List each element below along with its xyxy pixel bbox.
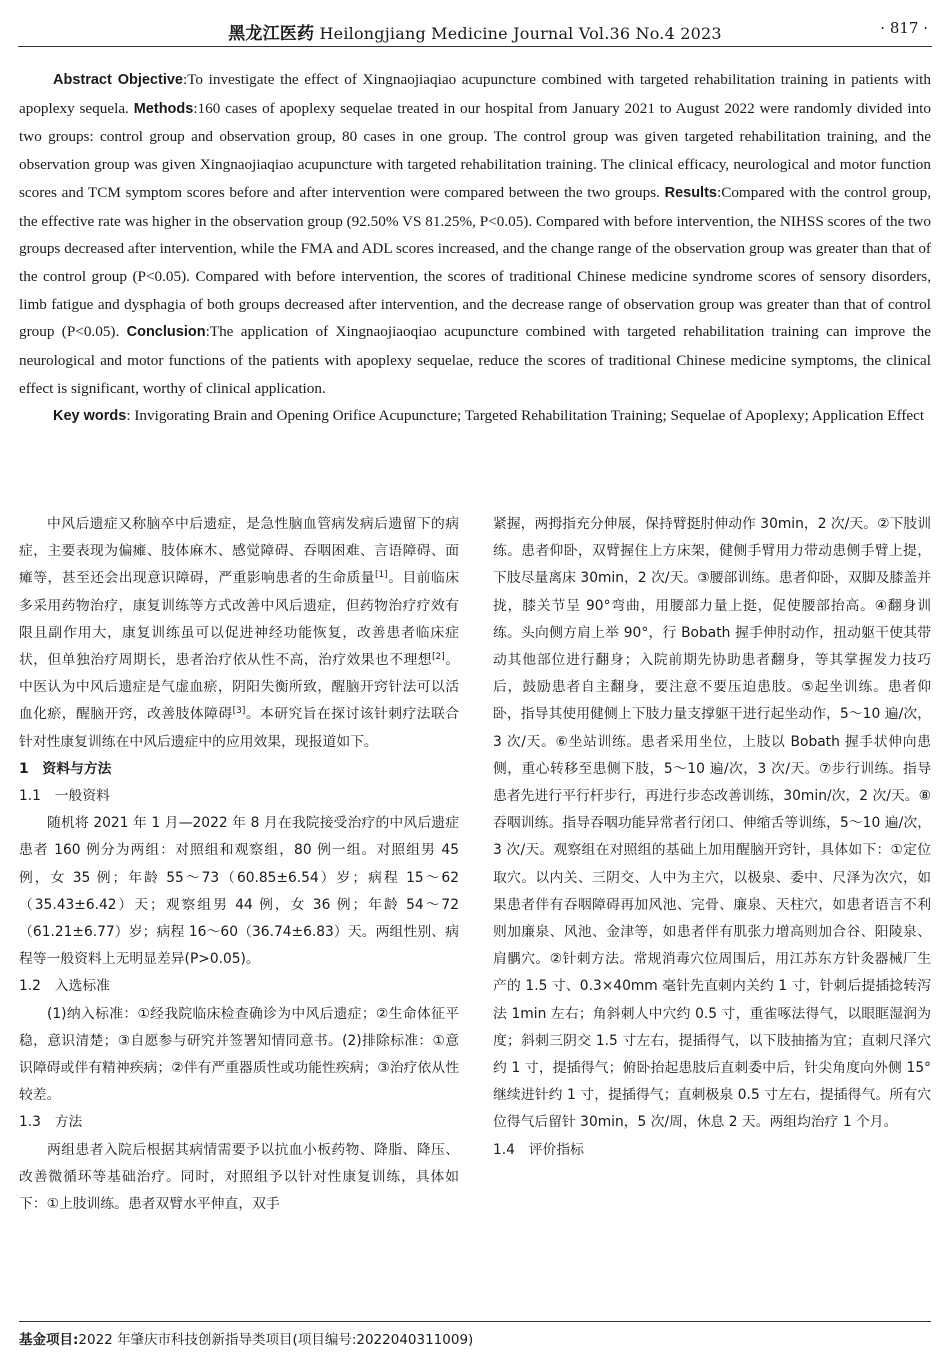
methods-text: :160 cases of apoplexy sequelae treated in our hospital from January 2021 to August 2022 were randomly divided into two groups: control group and observation group, 80 cases in one group. The control group was given targeted rehabilitation training, and the observation group was given Xingnaojiaqiao acupuncture with targeted rehabilitation training. The clinical efficacy, neurological and motor function scores and TCM symptom scores before and after intervention were compared between the two groups. — [19, 99, 931, 201]
funding-footnote — [19, 1321, 931, 1348]
body-column-right — [493, 511, 931, 1164]
general-data-paragraph: 随机将 2021 年 1 月—2022 年 8 月在我院接受治疗的中风后遗症患者 160 例分为两组：对照组和观察组，80 例一组。对照组男 45 例，女 35 例；年龄 55～73（60.85±6.54）岁；病程 15～62（35.43±6.42）天；观察组男 44 例，女 36 例；年龄 54～72（61.21±6.77）岁；病程 16～60（36.74±6.83）天。两组性别、病程等一般资料上无明显差异(P>0.05)。 — [19, 815, 459, 968]
method-paragraph: 两组患者入院后根据其病情需要予以抗血小板药物、降脂、降压、改善微循环等基础治疗。同时，对照组予以针对性康复训练，具体如下：①上肢训练。患者双臂水平伸直，双手 — [19, 1141, 459, 1213]
keywords-label: Key words — [53, 408, 127, 425]
conclusion-label: Conclusion — [126, 324, 206, 341]
funding-text: 2022 年肇庆市科技创新指导类项目(项目编号:2022040311009) — [78, 1332, 474, 1348]
page-header — [0, 0, 950, 44]
citation-ref-1[interactable]: [1] — [375, 570, 388, 581]
section-heading-1-4: 1.4 评价指标 — [493, 1141, 584, 1158]
keywords-paragraph — [19, 402, 931, 431]
intro-text-c: 。中医认为中风后遗症是气虚血瘀，阴阳失衡所致，醒脑开窍针法可以活血化瘀，醒脑开窍，改善肢体障碍 — [19, 652, 460, 723]
citation-ref-3[interactable]: [3] — [232, 706, 246, 717]
header-rule — [18, 46, 932, 47]
intro-text-d: 。本研究旨在探讨该针刺疗法联合针对性康复训练在中风后遗症中的应用效果，现报道如下。 — [19, 706, 459, 750]
abstract-section — [19, 66, 931, 431]
funding-label: 基金项目: — [19, 1332, 79, 1348]
abstract-paragraph — [19, 66, 931, 402]
intro-paragraph — [19, 511, 459, 756]
objective-label: Abstract Objective — [53, 72, 183, 88]
section-heading-1-1: 1.1 一般资料 — [19, 788, 110, 805]
section-heading-1: 1 资料与方法 — [19, 760, 112, 777]
journal-title — [0, 19, 950, 44]
keywords-text: : Invigorating Brain and Opening Orifice Acupuncture; Targeted Rehabilitation Training; Sequelae of Apoplexy; Application Effect — [126, 407, 925, 425]
criteria-paragraph: (1)纳入标准：①经我院临床检查确诊为中风后遗症；②生命体征平稳，意识清楚；③自愿参与研究并签署知情同意书。(2)排除标准：①意识障碍或伴有精神疾病；②伴有严重器质性或功能性疾病；③治疗依从性较差。 — [19, 1005, 459, 1104]
methods-label: Methods — [133, 100, 194, 117]
intro-text-b: 。目前临床多采用药物治疗，康复训练等方式改善中风后遗症，但药物治疗疗效有限且副作用大，康复训练虽可以促进神经功能恢复，改善患者临床症状，但单独治疗周期长，患者治疗依从性不高，治疗效果也不理想 — [19, 570, 460, 669]
citation-ref-2[interactable]: [2] — [432, 652, 445, 663]
intro-text-a: 中风后遗症又称脑卒中后遗症，是急性脑血管病发病后遗留下的病症，主要表现为偏瘫、肢体麻木、感觉障碍、吞咽困难、言语障碍、面瘫等，甚至还会出现意识障碍，严重影响患者的生命质量 — [19, 516, 459, 587]
section-heading-1-2: 1.2 入选标准 — [19, 978, 110, 995]
results-label: Results — [664, 184, 717, 201]
body-column-left — [19, 511, 459, 1218]
method-continued-paragraph: 紧握，两拇指充分伸展，保持臂挺肘伸动作 30min，2 次/天。②下肢训练。患者仰卧，双臂握住上方床架，健侧手臂用力带动患侧手臂上提，下肢尽量离床 30min，2 次/天。③腰部训练。患者仰卧，双脚及膝盖并拢，膝关节呈 90°弯曲，用腰部力量上挺，促使腰部抬高。④翻身训练。头向侧方肩上举 90°，行 Bobath 握手伸肘动作，扭动躯干使其带动其他部位进行翻身；入院前期先协助患者翻身，等其掌握发力技巧后，鼓励患者自主翻身，要注意不要压迫患肢。⑤起坐训练。患者仰卧，指导其使用健侧上下肢力量支撑躯干进行起坐动作，5～10 遍/次，3 次/天。⑥坐站训练。患者采用坐位，上肢以 Bobath 握手状伸向患侧，重心转移至患侧下肢，5～10 遍/次，3 次/天。⑦步行训练。指导患者先进行平行杆步行，再进行步态改善训练，30min/次，2 次/天。⑧吞咽训练。指导吞咽功能异常者行闭口、伸缩舌等训练，5～10 遍/次，3 次/天。观察组在对照组的基础上加用醒脑开窍针，具体如下：①定位取穴。以内关、三阴交、人中为主穴，以极泉、委中、尺泽为次穴，如果患者伴有吞咽障碍再加风池、完骨、廉泉、天柱穴，如患者语言不利则加廉泉、风池、金津等，如患者伴有肌张力增高则加合谷、阳陵泉、肩髃穴。②针刺方法。常规消毒穴位周围后，用江苏东方针灸器械厂生产的 1.5 寸、0.3×40mm 毫针先直刺内关约 1 寸，针刺后提插捻转泻法 1min 左右；角斜刺人中穴约 0.5 寸，重雀啄法得气，以眼眶湿润为度；斜刺三阴交 1.5 寸左右，提插得气，以下肢抽搐为宜；直刺尺泽穴约 1 寸，提插得气；俯卧抬起患肢后直刺委中后，针尖角度向外侧 15°继续进针约 1 寸，提插得气；直刺极泉 0.5 寸左右，提插得气。所有穴位得气后留针 30min，5 次/周，休息 2 天。两组均治疗 1 个月。 — [493, 516, 931, 1131]
results-text: :Compared with the control group, the effective rate was higher in the observation group (92.50% VS 81.25%, P<0.05). Compared with before intervention, the NIHSS scores of the two groups decreased after intervention, while the FMA and ADL scores increased, and the change range of the observation group was greater than that of the control group (P<0.05). Compared with before intervention, the scores of traditional Chinese medicine syndrome scores of sensory disorders, limb fatigue and dysphagia of both groups decreased after intervention, and the decrease range of observation group was greater than that of control group (P<0.05). — [19, 183, 931, 341]
page-number: · 817 · — [880, 19, 928, 37]
journal-name-en: Heilongjiang Medicine Journal Vol.36 No.4 2023 — [319, 24, 722, 43]
conclusion-text: :The application of Xingnaojiaoqiao acupuncture combined with targeted rehabilitation training can improve the neurological and motor functions of the patients with apoplexy sequelae, reduce the scores of traditional Chinese medicine symptoms, the clinical effect is significant, worthy of clinical application. — [19, 323, 932, 397]
journal-name-cn: 黑龙江医药 — [228, 24, 315, 44]
objective-text: :To investigate the effect of Xingnaojiaqiao acupuncture combined with targeted rehabilitation training in patients with apoplexy sequela. — [19, 71, 931, 117]
section-heading-1-3: 1.3 方法 — [19, 1114, 83, 1131]
